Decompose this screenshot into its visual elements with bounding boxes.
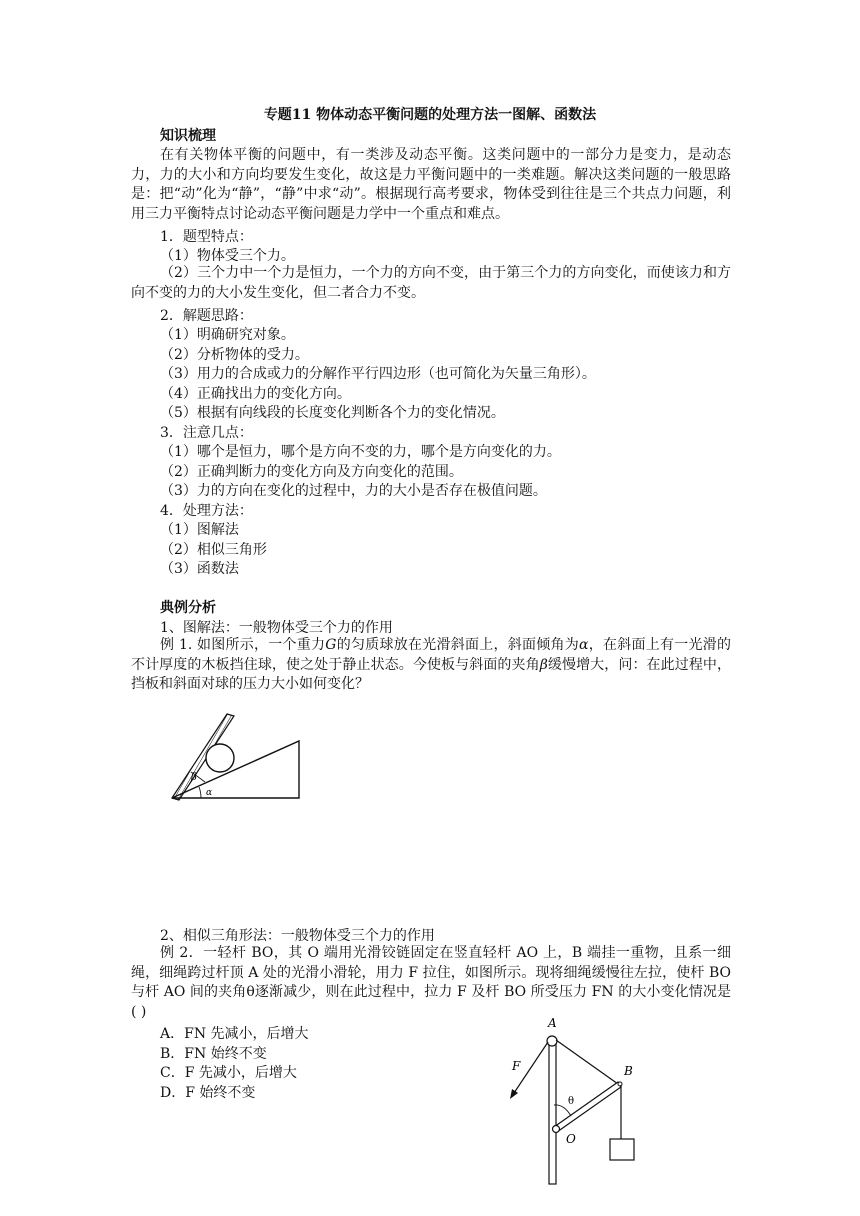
point-3b: （2）正确判断力的变化方向及方向变化的范围。 (160, 464, 463, 480)
page-title: 专题11 物体动态平衡问题的处理方法一图解、函数法 (263, 107, 597, 123)
example-1-part-a: 例 1. 如图所示，一个重力 (160, 637, 326, 653)
option-a: A．FN 先减小，后增大 (160, 1026, 309, 1042)
method-1-heading: 1、图解法：一般物体受三个力的作用 (160, 620, 393, 636)
section-heading-examples: 典例分析 (160, 600, 216, 616)
figure-2-label-b: B (624, 1064, 633, 1078)
section-heading-knowledge: 知识梳理 (160, 128, 216, 144)
symbol-beta: β (539, 656, 548, 673)
hinge-o (553, 1126, 560, 1133)
figure-1-alpha-label: α (206, 788, 213, 798)
figure-2-label-theta: θ (568, 1096, 575, 1107)
figure-1-beta-label: β (191, 772, 197, 783)
symbol-alpha: α (579, 637, 589, 653)
point-3c: （3）力的方向在变化的过程中，力的大小是否存在极值问题。 (160, 483, 547, 499)
angle-arc-alpha (199, 787, 201, 798)
point-4b: （2）相似三角形 (160, 542, 267, 558)
symbol-g: G (325, 637, 337, 653)
figure-2-label-a: A (548, 1016, 557, 1030)
ball (206, 744, 234, 772)
example-1-text (131, 636, 731, 695)
arrow-head-f (510, 1089, 518, 1099)
point-2-heading: 2．解题思路： (160, 308, 253, 324)
point-2b: （2）分析物体的受力。 (160, 347, 309, 363)
rod-bo (554, 1082, 621, 1132)
figure-2-label-o: O (566, 1132, 576, 1146)
example-1-part-d: 缓慢增大，问：在此过程中，挡板和斜面对球的压力大小如何变化？ (131, 656, 732, 692)
pulley-a (547, 1036, 557, 1046)
example-1-part-c: ，在斜面上有一光滑的不计厚度的木板挡住球，使之处于静止状态。今使板与斜面的夹角 (131, 637, 732, 673)
hanging-weight (610, 1139, 634, 1160)
point-1b: （2）三个力中一个力是恒力，一个力的方向不变，由于第三个力的方向变化，而使该力和方向不变的力的大小发生变化，但二者合力不变。 (131, 265, 731, 301)
point-1a: （1）物体受三个力。 (160, 248, 295, 264)
figure-2-label-f: F (512, 1059, 521, 1073)
point-2e: （5）根据有向线段的长度变化判断各个力的变化情况。 (160, 405, 505, 421)
method-2-heading: 2、相似三角形法：一般物体受三个力的作用 (160, 928, 435, 944)
example-2-text: 例 2．一轻杆 BO，其 O 端用光滑铰链固定在竖直轻杆 AO 上，B 端挂一重物，且系一细绳，细绳跨过杆顶 A 处的光滑小滑轮，用力 F 拉住，如图所示。现将细绳缓慢往左拉，使杆 BO 与杆 AO 间的夹角θ逐渐减少，则在此过程中，拉力 F 及杆 BO 所受压力 FN 的大小变化情况是( ) (131, 945, 731, 1020)
example-1-part-b: 的匀质球放在光滑斜面上，斜面倾角为 (336, 637, 580, 653)
point-4-heading: 4．处理方法： (160, 503, 253, 519)
rope-a-to-b (556, 1040, 618, 1084)
point-2a: （1）明确研究对象。 (160, 327, 295, 343)
point-2d: （4）正确找出力的变化方向。 (160, 386, 351, 402)
point-1-heading: 1．题型特点： (160, 229, 253, 245)
figure-1-incline (165, 710, 305, 805)
point-2c: （3）用力的合成或力的分解作平行四边形（也可简化为矢量三角形）。 (160, 366, 596, 382)
point-4c: （3）函数法 (160, 561, 239, 577)
vertical-rod-ao (549, 1042, 556, 1184)
point-3-heading: 3．注意几点： (160, 425, 253, 441)
intro-paragraph: 在有关物体平衡的问题中，有一类涉及动态平衡。这类问题中的一部分力是变力，是动态力，力的大小和方向均要发生变化，故这是力平衡问题中的一类难题。解决这类问题的一般思路是：把“动”化为“静”，“静”中求“动”。根据现行高考要求，物体受到往往是三个共点力问题，利用三力平衡特点讨论动态平衡问题是力学中一个重点和难点。 (131, 147, 731, 222)
option-d: D．F 始终不变 (160, 1085, 256, 1101)
figure-2-rod-pulley (500, 1012, 660, 1187)
point-3a: （1）哪个是恒力，哪个是方向不变的力，哪个是方向变化的力。 (160, 444, 561, 460)
point-4a: （1）图解法 (160, 522, 239, 538)
option-b: B．FN 始终不变 (160, 1046, 267, 1062)
option-c: C．F 先减小，后增大 (160, 1065, 297, 1081)
